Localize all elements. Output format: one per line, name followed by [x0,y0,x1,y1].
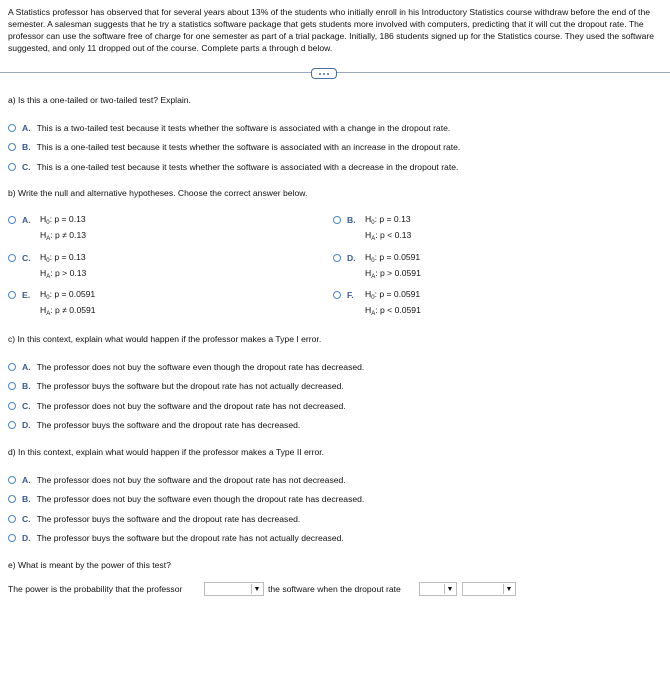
power-sentence-mid: the software when the dropout rate [268,584,401,594]
h0-value: : p = 0.13 [49,252,86,262]
radio-icon[interactable] [8,382,16,390]
part-b-option-e-hypotheses [40,287,96,319]
radio-icon[interactable] [8,254,16,262]
part-b-option-c-hypotheses [40,250,86,282]
radio-icon[interactable] [8,476,16,484]
option-text: This is a one-tailed test because it tests whether the software is associated with an increase in the dropout rate. [36,142,461,152]
h0-symbol: $H_0$ [40,289,50,301]
radio-icon[interactable] [333,291,341,299]
radio-icon[interactable] [8,291,16,299]
ha-symbol: $H_A$ [365,230,376,242]
option-letter: D. [347,253,356,263]
part-d-option-d[interactable] [8,533,344,543]
part-d-question: d) In this context, explain what would happen if the professor makes a Type II error. [8,447,325,457]
radio-icon[interactable] [333,254,341,262]
ha-value: : p < 0.0591 [375,305,421,315]
ha-value: : p ≠ 0.0591 [50,305,96,315]
part-a-option-c[interactable] [8,162,458,172]
part-e-question: e) What is meant by the power of this test? [8,560,171,570]
radio-icon[interactable] [8,143,16,151]
part-b-option-e[interactable] [8,290,36,300]
part-d-option-a[interactable] [8,475,346,485]
chevron-down-icon: ▼ [251,584,262,594]
part-b-option-f[interactable] [333,290,360,300]
part-d-option-c[interactable] [8,514,300,524]
radio-icon[interactable] [8,534,16,542]
h0-value: : p = 0.0591 [374,289,421,299]
h0-symbol: $H_0$ [40,214,50,226]
option-letter: C. [22,253,31,263]
option-text: This is a two-tailed test because it tests whether the software is associated with a change in the dropout rate. [36,123,451,133]
part-b-question: b) Write the null and alternative hypotheses. Choose the correct answer below. [8,188,308,198]
radio-icon[interactable] [8,421,16,429]
radio-icon[interactable] [8,363,16,371]
option-text: The professor does not buy the software even though the dropout rate has decreased. [36,362,365,372]
radio-icon[interactable] [333,216,341,224]
ha-value: : p > 0.0591 [375,268,421,278]
part-b-option-a[interactable] [8,215,37,225]
part-a-option-a[interactable] [8,123,450,133]
ha-value: : p < 0.13 [375,230,412,240]
part-b-option-b-hypotheses [365,212,411,244]
radio-icon[interactable] [8,495,16,503]
part-b-option-b[interactable] [333,215,362,225]
dropout-rate-dropdown-2[interactable] [462,582,516,596]
h0-value: : p = 0.0591 [374,252,421,262]
option-letter: A. [22,215,31,225]
option-text: The professor buys the software and the dropout rate has decreased. [36,420,301,430]
option-text: The professor does not buy the software and the dropout rate has not decreased. [36,475,346,485]
part-b-option-f-hypotheses [365,287,421,319]
option-letter: F. [347,290,354,300]
h0-symbol: $H_0$ [365,214,375,226]
part-b-option-c[interactable] [8,253,37,263]
part-b-option-d-hypotheses [365,250,421,282]
h0-symbol: $H_0$ [365,252,375,264]
option-letter: B. [22,142,31,152]
professor-action-dropdown[interactable] [204,582,264,596]
ha-symbol: $H_A$ [40,230,51,242]
h0-value: : p = 0.0591 [49,289,96,299]
radio-icon[interactable] [8,124,16,132]
option-letter: B. [22,494,31,504]
option-letter: E. [22,290,31,300]
chevron-down-icon: ▼ [503,584,514,594]
option-letter: D. [22,420,31,430]
h0-symbol: $H_0$ [40,252,50,264]
option-letter: C. [22,401,31,411]
part-c-option-c[interactable] [8,401,346,411]
h0-value: : p = 0.13 [374,214,411,224]
part-b-option-a-hypotheses [40,212,86,244]
part-c-option-b[interactable] [8,381,344,391]
radio-icon[interactable] [8,216,16,224]
ha-symbol: $H_A$ [40,305,51,317]
option-letter: A. [22,475,31,485]
ha-value: : p ≠ 0.13 [50,230,87,240]
option-letter: B. [347,215,356,225]
option-letter: A. [22,123,31,133]
h0-symbol: $H_0$ [365,289,375,301]
radio-icon[interactable] [8,163,16,171]
part-c-option-a[interactable] [8,362,364,372]
radio-icon[interactable] [8,402,16,410]
ha-value: : p > 0.13 [50,268,87,278]
chevron-down-icon: ▼ [444,584,455,594]
option-text: The professor buys the software and the dropout rate has decreased. [36,514,301,524]
part-a-question: a) Is this a one-tailed or two-tailed test? Explain. [8,95,191,105]
option-letter: A. [22,362,31,372]
option-letter: C. [22,162,31,172]
radio-icon[interactable] [8,515,16,523]
part-c-option-d[interactable] [8,420,300,430]
option-letter: C. [22,514,31,524]
part-b-option-d[interactable] [333,253,362,263]
part-d-option-b[interactable] [8,494,364,504]
option-letter: B. [22,381,31,391]
problem-statement: A Statistics professor has observed that for several years about 13% of the students who initially enroll in his Introductory Statistics course withdraw before the end of the semester. A salesman suggests that he try a statistics software package that gets students more involved with computers, predicting that it will cut the dropout rate. The professor can use the software free of charge for one semester as part of a trial package. Initially, 186 students signed up for the Statistics course. They used the software suggested, and only 11 dropped out of the course. Complete parts a through d below. [8,7,654,53]
option-text: This is a one-tailed test because it tests whether the software is associated with a decrease in the dropout rate. [36,162,459,172]
option-text: The professor does not buy the software and the dropout rate has not decreased. [36,401,346,411]
option-letter: D. [22,533,31,543]
option-text: The professor buys the software but the dropout rate has not actually decreased. [36,533,344,543]
ha-symbol: $H_A$ [365,305,376,317]
part-c-question: c) In this context, explain what would happen if the professor makes a Type I error. [8,334,322,344]
option-text: The professor does not buy the software even though the dropout rate has decreased. [36,494,365,504]
option-text: The professor buys the software but the dropout rate has not actually decreased. [36,381,344,391]
dropout-rate-dropdown-1[interactable] [419,582,457,596]
expand-more-button[interactable] [311,68,337,79]
power-sentence-start: The power is the probability that the professor [8,584,183,594]
h0-value: : p = 0.13 [49,214,86,224]
part-a-option-b[interactable] [8,142,460,152]
ha-symbol: $H_A$ [40,268,51,280]
ha-symbol: $H_A$ [365,268,376,280]
